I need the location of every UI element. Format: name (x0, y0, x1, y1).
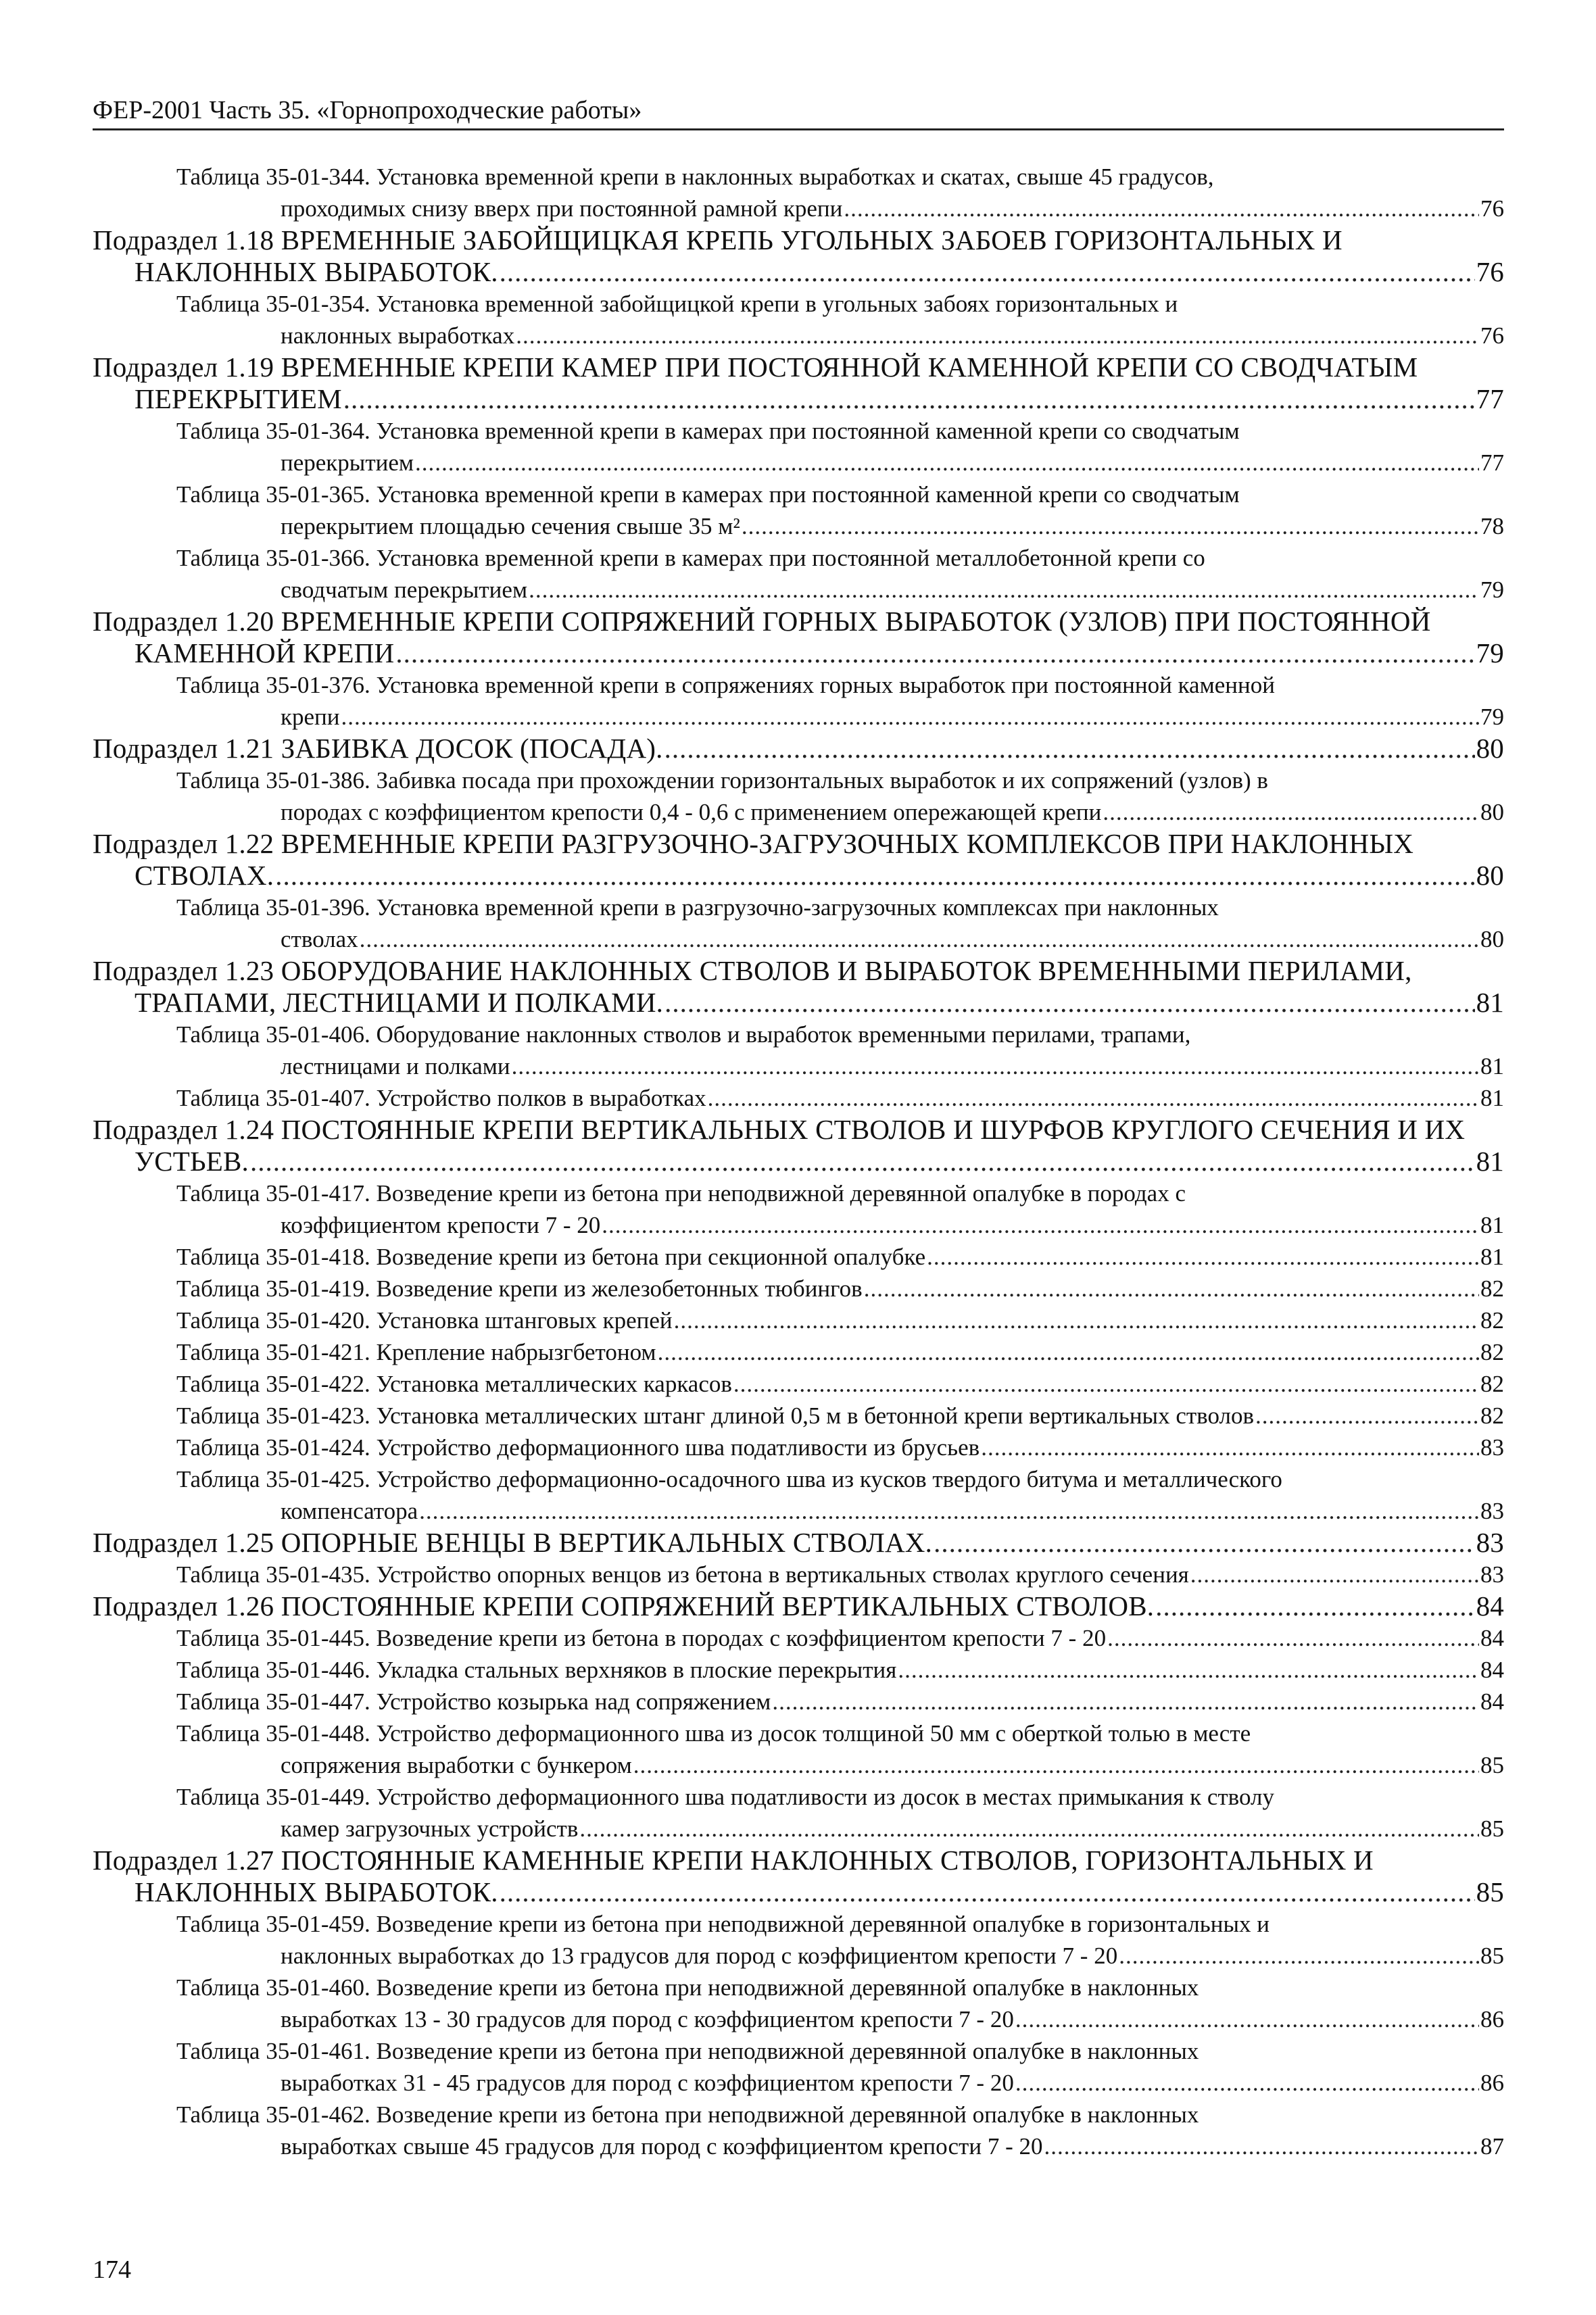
toc-entry-title: камер загрузочных устройств (281, 1816, 579, 1842)
toc-entry-title: Таблица 35-01-422. Установка металлических каркасов (176, 1371, 732, 1397)
toc-page-number: 80 (1480, 926, 1504, 952)
toc-page-number: 81 (1480, 1053, 1504, 1079)
toc-entry-title: КАМЕННОЙ КРЕПИ (135, 637, 395, 668)
toc-entry-title: Таблица 35-01-407. Устройство полков в выработках (176, 1085, 706, 1111)
toc-section-entry[interactable] (93, 1845, 1504, 1908)
toc-entry-title: Таблица 35-01-386. Забивка посада при прохождении горизонтальных выработок и их сопряжений (узлов) в (176, 767, 1268, 794)
dot-leader (1015, 2003, 1479, 2035)
toc-table-entry[interactable] (93, 1559, 1504, 1590)
toc-page-number: 81 (1480, 1085, 1504, 1111)
toc-entry-title: крепи (281, 704, 340, 730)
toc-table-entry[interactable] (93, 2099, 1504, 2162)
toc-page-number: 86 (1480, 2006, 1504, 2032)
toc-page-number: 80 (1476, 860, 1504, 891)
toc-section-entry[interactable] (93, 955, 1504, 1019)
toc-entry-title: Таблица 35-01-424. Устройство деформационного шва податливости из брусьев (176, 1434, 980, 1461)
toc-page-number: 77 (1480, 449, 1504, 476)
toc-entry-title: перекрытием (281, 449, 414, 476)
toc-page-number: 85 (1480, 1816, 1504, 1842)
toc-entry-title: Таблица 35-01-366. Установка временной крепи в камерах при постоянной металлобетонной крепи со (176, 545, 1205, 571)
dot-leader (1119, 1940, 1479, 1972)
toc-page-number: 83 (1480, 1561, 1504, 1588)
toc-section-entry[interactable] (93, 606, 1504, 669)
dot-leader (708, 1082, 1479, 1114)
toc-entry-title: лестницами и полками (281, 1053, 510, 1079)
toc-entry-title: Подраздел 1.20 ВРЕМЕННЫЕ КРЕПИ СОПРЯЖЕНИЙ ГОРНЫХ ВЫРАБОТОК (УЗЛОВ) ПРИ ПОСТОЯННОЙ (93, 606, 1431, 637)
toc-section-entry[interactable] (93, 351, 1504, 415)
toc-entry-title: Подраздел 1.22 ВРЕМЕННЫЕ КРЕПИ РАЗГРУЗОЧНО-ЗАГРУЗОЧНЫХ КОМПЛЕКСОВ ПРИ НАКЛОННЫХ (93, 828, 1414, 859)
toc-entry-title: Таблица 35-01-365. Установка временной крепи в камерах при постоянной каменной крепи со сводчатым (176, 481, 1240, 508)
dot-leader (1044, 2130, 1480, 2162)
dot-leader (395, 637, 1474, 669)
dot-leader (500, 1876, 1475, 1908)
running-header: ФЕР-2001 Часть 35. «Горнопроходческие работы» (93, 95, 1504, 130)
toc-section-entry[interactable] (93, 733, 1504, 764)
toc-table-entry[interactable] (93, 892, 1504, 955)
toc-entry-title: Таблица 35-01-423. Установка металлических штанг длиной 0,5 м в бетонной крепи вертикальных стволов (176, 1403, 1254, 1429)
dot-leader (664, 733, 1475, 764)
toc-page-number: 76 (1480, 322, 1504, 349)
dot-leader (664, 987, 1474, 1019)
toc-entry-title: Таблица 35-01-396. Установка временной крепи в разгрузочно-загрузочных комплексах при наклонных (176, 894, 1219, 921)
toc-page-number: 78 (1480, 513, 1504, 539)
dot-leader (864, 1273, 1479, 1305)
toc-page-number: 83 (1480, 1434, 1504, 1461)
toc-entry-title: Таблица 35-01-425. Устройство деформационно-осадочного шва из кусков твердого битума и металлического (176, 1466, 1282, 1492)
toc-entry-title: породах с коэффициентом крепости 0,4 - 0,6 с применением опережающей крепи (281, 799, 1102, 825)
toc-entry-title: Таблица 35-01-462. Возведение крепи из бетона при неподвижной деревянной опалубке в наклонных (176, 2101, 1199, 2128)
toc-section-entry[interactable] (93, 1527, 1504, 1559)
toc-page-number: 84 (1480, 1625, 1504, 1651)
toc-page-number: 76 (1480, 195, 1504, 222)
toc-entry-title: Таблица 35-01-448. Устройство деформационного шва из досок толщиной 50 мм с оберткой толью в месте (176, 1720, 1251, 1747)
toc-entry-title: сопряжения выработки с бункером (281, 1752, 632, 1778)
toc-table-entry[interactable] (93, 161, 1504, 224)
toc-page-number: 84 (1480, 1657, 1504, 1683)
toc-entry-title: проходимых снизу вверх при постоянной рамной крепи (281, 195, 843, 222)
dot-leader (415, 447, 1479, 479)
toc-table-entry[interactable] (93, 288, 1504, 351)
toc-entry-title: Таблица 35-01-417. Возведение крепи из бетона при неподвижной деревянной опалубке в породах с (176, 1180, 1186, 1207)
toc-entry-title: Таблица 35-01-364. Установка временной крепи в камерах при постоянной каменной крепи со сводчатым (176, 418, 1240, 444)
toc-entry-title: Таблица 35-01-406. Оборудование наклонных стволов и выработок временными перилами, трапами, (176, 1021, 1191, 1048)
dot-leader (341, 701, 1480, 733)
toc-entry-title: СТВОЛАХ. (135, 860, 274, 891)
toc-entry-title: Таблица 35-01-344. Установка временной крепи в наклонных выработках и скатах, свыше 45 градусов, (176, 164, 1214, 190)
toc-entry-title: сводчатым перекрытием (281, 577, 528, 603)
toc-table-entry[interactable] (93, 1622, 1504, 1654)
toc-page-number: 86 (1480, 2070, 1504, 2096)
toc-table-entry[interactable] (93, 1368, 1504, 1400)
dot-leader (360, 923, 1479, 955)
toc-entry-title: Таблица 35-01-419. Возведение крепи из железобетонных тюбингов (176, 1275, 863, 1302)
toc-page-number: 82 (1480, 1307, 1504, 1334)
toc-entry-title: перекрытием площадью сечения свыше 35 м² (281, 513, 740, 539)
toc-table-entry[interactable] (93, 1686, 1504, 1717)
dot-leader (934, 1527, 1475, 1559)
toc-page-number: 83 (1480, 1498, 1504, 1524)
toc-entry-title: НАКЛОННЫХ ВЫРАБОТОК. (135, 1876, 498, 1907)
toc-entry-title: Подраздел 1.25 ОПОРНЫЕ ВЕНЦЫ В ВЕРТИКАЛЬНЫХ СТВОЛАХ. (93, 1527, 933, 1558)
toc-page-number: 82 (1480, 1275, 1504, 1302)
toc-table-entry[interactable] (93, 764, 1504, 828)
table-of-contents (93, 161, 1504, 2162)
toc-section-entry[interactable] (93, 224, 1504, 288)
toc-entry-title: Подраздел 1.27 ПОСТОЯННЫЕ КАМЕННЫЕ КРЕПИ НАКЛОННЫХ СТВОЛОВ, ГОРИЗОНТАЛЬНЫХ И (93, 1845, 1374, 1876)
toc-table-entry[interactable] (93, 1400, 1504, 1432)
dot-leader (1103, 796, 1479, 828)
toc-entry-title: Таблица 35-01-418. Возведение крепи из бетона при секционной опалубке (176, 1244, 926, 1270)
toc-page-number: 83 (1476, 1527, 1504, 1558)
toc-table-entry[interactable] (93, 479, 1504, 542)
dot-leader (927, 1241, 1479, 1273)
toc-entry-title: ТРАПАМИ, ЛЕСТНИЦАМИ И ПОЛКАМИ. (135, 987, 664, 1018)
toc-entry-title: Таблица 35-01-421. Крепление набрызгбетоном (176, 1339, 656, 1365)
toc-entry-title: Подраздел 1.21 ЗАБИВКА ДОСОК (ПОСАДА). (93, 733, 663, 764)
toc-entry-title: Таблица 35-01-449. Устройство деформационного шва податливости из досок в местах примыкания к стволу (176, 1784, 1274, 1810)
toc-entry-title: ПЕРЕКРЫТИЕМ (135, 383, 342, 414)
dot-leader (500, 256, 1475, 288)
toc-entry-title: Подраздел 1.18 ВРЕМЕННЫЕ ЗАБОЙЩИЦКАЯ КРЕПЬ УГОЛЬНЫХ ЗАБОЕВ ГОРИЗОНТАЛЬНЫХ И (93, 224, 1343, 255)
toc-page-number: 79 (1476, 637, 1504, 668)
toc-entry-title: Таблица 35-01-354. Установка временной забойщицкой крепи в угольных забоях горизонтальных и (176, 291, 1178, 317)
dot-leader (844, 193, 1479, 224)
toc-page-number: 80 (1480, 799, 1504, 825)
toc-table-entry[interactable] (93, 2035, 1504, 2099)
toc-entry-title: Таблица 35-01-435. Устройство опорных венцов из бетона в вертикальных стволах круглого сечения (176, 1561, 1189, 1588)
dot-leader (733, 1368, 1479, 1400)
toc-entry-title: выработках 31 - 45 градусов для пород с коэффициентом крепости 7 - 20 (281, 2070, 1014, 2096)
dot-leader (898, 1654, 1479, 1686)
toc-entry-title: Таблица 35-01-461. Возведение крепи из бетона при неподвижной деревянной опалубке в наклонных (176, 2038, 1199, 2064)
toc-table-entry[interactable] (93, 1908, 1504, 1972)
toc-entry-title: Таблица 35-01-376. Установка временной крепи в сопряжениях горных выработок при постоянной каменной (176, 672, 1275, 698)
toc-entry-title: Таблица 35-01-420. Установка штанговых крепей (176, 1307, 673, 1334)
toc-page-number: 81 (1480, 1212, 1504, 1238)
toc-entry-title: Таблица 35-01-459. Возведение крепи из бетона при неподвижной деревянной опалубке в горизонтальных и (176, 1911, 1269, 1937)
toc-page-number: 80 (1476, 733, 1504, 764)
dot-leader (343, 383, 1475, 415)
toc-table-entry[interactable] (93, 669, 1504, 733)
toc-page-number: 81 (1480, 1244, 1504, 1270)
toc-page-number: 85 (1480, 1752, 1504, 1778)
toc-entry-title: выработках 13 - 30 градусов для пород с коэффициентом крепости 7 - 20 (281, 2006, 1014, 2032)
toc-page-number: 85 (1480, 1943, 1504, 1969)
toc-section-entry[interactable] (93, 1114, 1504, 1177)
dot-leader (1255, 1400, 1479, 1432)
toc-page-number: 87 (1480, 2133, 1504, 2160)
toc-table-entry[interactable] (93, 1336, 1504, 1368)
toc-entry-title: выработках свыше 45 градусов для пород с коэффициентом крепости 7 - 20 (281, 2133, 1043, 2160)
toc-table-entry[interactable] (93, 1972, 1504, 2035)
dot-leader (1107, 1622, 1479, 1654)
toc-table-entry[interactable] (93, 1019, 1504, 1082)
dot-leader (633, 1749, 1479, 1781)
toc-table-entry[interactable] (93, 542, 1504, 606)
toc-entry-title: Таблица 35-01-447. Устройство козырька над сопряжением (176, 1688, 771, 1715)
dot-leader (250, 1146, 1475, 1177)
dot-leader (602, 1209, 1479, 1241)
toc-table-entry[interactable] (93, 1273, 1504, 1305)
dot-leader (1015, 2067, 1479, 2099)
dot-leader (674, 1305, 1479, 1336)
toc-entry-title: УСТЬЕВ. (135, 1146, 249, 1177)
toc-entry-title: Таблица 35-01-445. Возведение крепи из бетона в породах с коэффициентом крепости 7 - 20 (176, 1625, 1107, 1651)
toc-page-number: 79 (1480, 704, 1504, 730)
toc-table-entry[interactable] (93, 1305, 1504, 1336)
toc-entry-title: компенсатора (281, 1498, 418, 1524)
toc-page-number: 82 (1480, 1371, 1504, 1397)
dot-leader (1190, 1559, 1479, 1590)
toc-section-entry[interactable] (93, 1590, 1504, 1622)
dot-leader (275, 860, 1474, 892)
toc-page-number: 84 (1476, 1590, 1504, 1622)
toc-table-entry[interactable] (93, 1463, 1504, 1527)
toc-page-number: 77 (1476, 383, 1504, 414)
dot-leader (1155, 1590, 1474, 1622)
toc-page-number: 76 (1476, 256, 1504, 287)
dot-leader (419, 1495, 1479, 1527)
page-number: 174 (93, 2256, 131, 2284)
toc-page-number: 82 (1480, 1403, 1504, 1429)
toc-entry-title: Подраздел 1.19 ВРЕМЕННЫЕ КРЕПИ КАМЕР ПРИ ПОСТОЯННОЙ КАМЕННОЙ КРЕПИ СО СВОДЧАТЫМ (93, 351, 1418, 383)
toc-table-entry[interactable] (93, 1781, 1504, 1845)
toc-page-number: 79 (1480, 577, 1504, 603)
toc-table-entry[interactable] (93, 1082, 1504, 1114)
dot-leader (516, 320, 1479, 351)
toc-page-number: 82 (1480, 1339, 1504, 1365)
toc-entry-title: Таблица 35-01-460. Возведение крепи из бетона при неподвижной деревянной опалубке в наклонных (176, 1974, 1199, 2001)
toc-table-entry[interactable] (93, 415, 1504, 479)
toc-page-number: 81 (1476, 987, 1504, 1018)
toc-entry-title: НАКЛОННЫХ ВЫРАБОТОК. (135, 256, 498, 287)
dot-leader (529, 574, 1479, 606)
toc-entry-title: Подраздел 1.26 ПОСТОЯННЫЕ КРЕПИ СОПРЯЖЕНИЙ ВЕРТИКАЛЬНЫХ СТВОЛОВ. (93, 1590, 1155, 1622)
toc-entry-title: коэффициентом крепости 7 - 20 (281, 1212, 601, 1238)
toc-table-entry[interactable] (93, 1432, 1504, 1463)
toc-entry-title: наклонных выработках до 13 градусов для пород с коэффициентом крепости 7 - 20 (281, 1943, 1118, 1969)
toc-entry-title: наклонных выработках (281, 322, 515, 349)
toc-section-entry[interactable] (93, 828, 1504, 892)
toc-table-entry[interactable] (93, 1717, 1504, 1781)
toc-entry-title: Подраздел 1.23 ОБОРУДОВАНИЕ НАКЛОННЫХ СТВОЛОВ И ВЫРАБОТОК ВРЕМЕННЫМИ ПЕРИЛАМИ, (93, 955, 1412, 986)
toc-entry-title: Подраздел 1.24 ПОСТОЯННЫЕ КРЕПИ ВЕРТИКАЛЬНЫХ СТВОЛОВ И ШУРФОВ КРУГЛОГО СЕЧЕНИЯ И ИХ (93, 1114, 1466, 1145)
toc-table-entry[interactable] (93, 1241, 1504, 1273)
dot-leader (579, 1813, 1479, 1845)
dot-leader (772, 1686, 1479, 1717)
toc-table-entry[interactable] (93, 1177, 1504, 1241)
dot-leader (742, 510, 1479, 542)
toc-page-number: 84 (1480, 1688, 1504, 1715)
toc-entry-title: Таблица 35-01-446. Укладка стальных верхняков в плоские перекрытия (176, 1657, 897, 1683)
toc-entry-title: стволах (281, 926, 358, 952)
toc-page-number: 85 (1476, 1876, 1504, 1907)
toc-table-entry[interactable] (93, 1654, 1504, 1686)
dot-leader (512, 1050, 1479, 1082)
toc-page-number: 81 (1476, 1146, 1504, 1177)
dot-leader (658, 1336, 1479, 1368)
dot-leader (981, 1432, 1479, 1463)
